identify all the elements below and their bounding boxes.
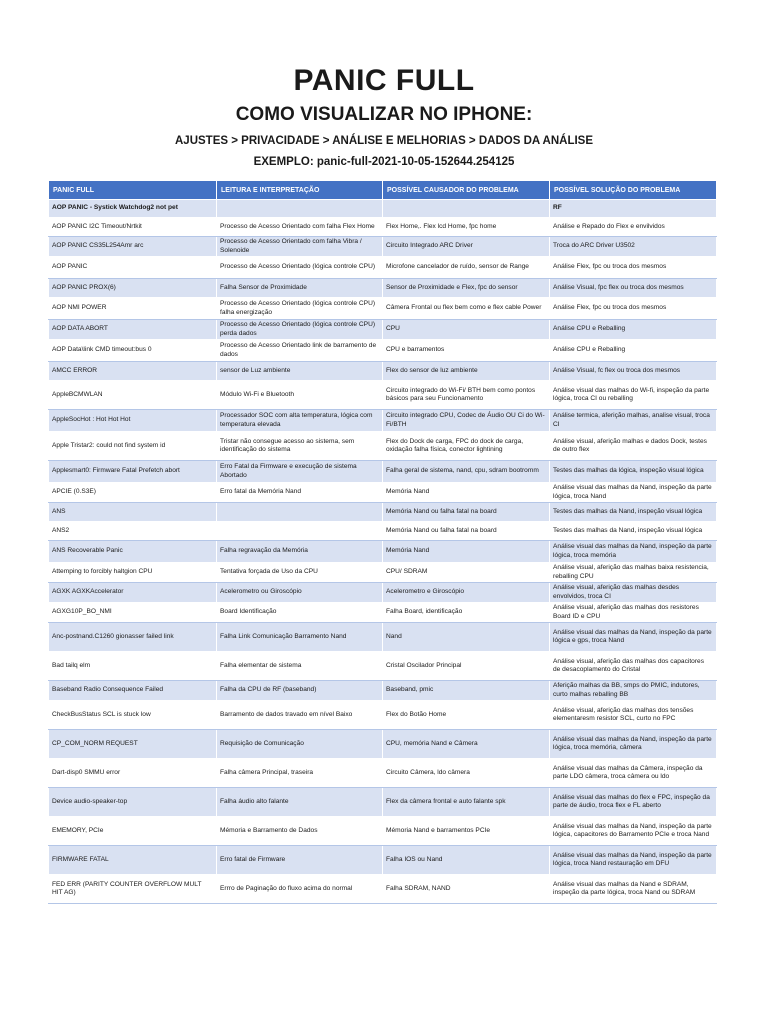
causador-cell: Baseband, pmic [383, 681, 550, 701]
leitura-cell: Board Identificação [217, 603, 383, 623]
solucao-cell: Análise visual das malhas da Nand e SDRAM, inspeção da parte lógica, troca Nand ou SDRAM [550, 875, 717, 904]
solucao-cell: Análise visual das malhas do flex e FPC, inspeção da parte de áudio, troca flex e FL aberto [550, 788, 717, 817]
panic-code-cell: FIRMWARE FATAL [49, 846, 217, 875]
table-row [49, 788, 717, 817]
leitura-cell: Requisição de Comunicação [217, 730, 383, 759]
panic-code-cell: AOP PANIC [49, 257, 217, 279]
panic-code-cell: CP_COM_NORM REQUEST [49, 730, 217, 759]
panic-code-cell: CheckBusStatus SCL is stuck low [49, 701, 217, 730]
causador-cell: Acelerometro e Giroscópio [383, 583, 550, 603]
table-row [49, 483, 717, 503]
solucao-cell: RF [550, 200, 717, 218]
leitura-cell: Processo de Acesso Orientado (lógica controle CPU) falha energização [217, 298, 383, 320]
solucao-cell: Análise Visual, fc flex ou troca dos mesmos [550, 362, 717, 381]
causador-cell [383, 200, 550, 218]
panic-code-cell: AGXK AGXKAccelerator [49, 583, 217, 603]
column-header-leitura: LEITURA E INTERPRETAÇÃO [217, 181, 383, 200]
causador-cell: Nand [383, 623, 550, 652]
solucao-cell: Análise e Repado do Flex e envilvidos [550, 218, 717, 237]
table-row [49, 846, 717, 875]
causador-cell: Mémoria Nand e barramentos PCIe [383, 817, 550, 846]
leitura-cell: sensor de Luz ambiente [217, 362, 383, 381]
table-row [49, 759, 717, 788]
table-row [49, 218, 717, 237]
solucao-cell: Análise visual das malhas da Câmera, inspeção da parte LDO câmera, troca câmera ou ldo [550, 759, 717, 788]
table-row [49, 875, 717, 904]
leitura-cell: Processo de Acesso Orientado com falha Flex Home [217, 218, 383, 237]
leitura-cell: Mémoria e Barramento de Dados [217, 817, 383, 846]
table-row [49, 381, 717, 410]
table-row [49, 652, 717, 681]
panic-code-cell: ANS Recoverable Panic [49, 541, 217, 563]
causador-cell: Microfone cancelador de ruído, sensor de Range [383, 257, 550, 279]
leitura-cell: Acelerometro ou Giroscópio [217, 583, 383, 603]
leitura-cell: Falha regravação da Memória [217, 541, 383, 563]
page-title: PANIC FULL [293, 64, 475, 97]
panic-code-cell: EMEMORY, PCIe [49, 817, 217, 846]
solucao-cell: Análise visual, aferição malhas e dados Dock, testes de outro flex [550, 432, 717, 461]
leitura-cell: Processador SOC com alta temperatura, lógica com temperatura elevada [217, 410, 383, 432]
leitura-cell: Erro fatal de Firmware [217, 846, 383, 875]
table-row [49, 503, 717, 522]
panic-code-cell: AppleSocHot : Hot Hot Hot [49, 410, 217, 432]
solucao-cell: Análise Visual, fpc flex ou troca dos mesmos [550, 279, 717, 298]
settings-path: AJUSTES > PRIVACIDADE > ANÁLISE E MELHORIAS > DADOS DA ANÁLISE [175, 135, 593, 147]
causador-cell: Memória Nand [383, 483, 550, 503]
panic-code-cell: AOP NMI POWER [49, 298, 217, 320]
solucao-cell: Análise visual das malhas da Nand, inspeção da parte lógica, capacitores do Barramento PCIe e troca Nand [550, 817, 717, 846]
solucao-cell: Análise visual, aferição das malhas dos resistores Board ID e CPU [550, 603, 717, 623]
table-row [49, 563, 717, 583]
panic-code-cell: Applesmart0: Firmware Fatal Prefetch abort [49, 461, 217, 483]
solucao-cell: Testes das malhas da Nand, inspeção visual lógica [550, 522, 717, 541]
panic-code-cell: ANS2 [49, 522, 217, 541]
leitura-cell: Erro Fatal da Firmware e execução de sistema Abortado [217, 461, 383, 483]
leitura-cell: Tristar não consegue acesso ao sistema, sem identificação do sistema [217, 432, 383, 461]
panic-code-cell: AOP PANIC I2C Timeout/Nrtkit [49, 218, 217, 237]
page-subtitle: COMO VISUALIZAR NO IPHONE: [235, 104, 533, 125]
leitura-cell: Falha Sensor de Proximidade [217, 279, 383, 298]
solucao-cell: Análise visual, aferição das malhas desdes envolvidos, troca CI [550, 583, 717, 603]
solucao-cell: Análise CPU e Reballing [550, 320, 717, 340]
table-row [49, 730, 717, 759]
panic-code-cell: Dart-disp0 SMMU error [49, 759, 217, 788]
table-row [49, 298, 717, 320]
causador-cell: Flex do sensor de luz ambiente [383, 362, 550, 381]
causador-cell: CPU, memória Nand e Câmera [383, 730, 550, 759]
solucao-cell: Análise visual das malhas da Nand, inspeção da parte lógica e gps, troca Nand [550, 623, 717, 652]
solucao-cell: Análise visual das malhas da Nand, inspeção da parte lógica, troca memória [550, 541, 717, 563]
causador-cell: Memória Nand ou falha fatal na board [383, 522, 550, 541]
panic-code-cell: AOP Data\link CMD timeout:bus 0 [49, 340, 217, 362]
panic-code-cell: FED ERR (PARITY COUNTER OVERFLOW MULT HIT AG) [49, 875, 217, 904]
table-row [49, 701, 717, 730]
causador-cell: Flex da câmera frontal e auto falante spk [383, 788, 550, 817]
table-row [49, 817, 717, 846]
leitura-cell [217, 200, 383, 218]
solucao-cell: Análise termica, aferição malhas, analise visual, troca CI [550, 410, 717, 432]
leitura-cell: Barramento de dados travado em nível Baixo [217, 701, 383, 730]
panic-code-cell: ANS [49, 503, 217, 522]
causador-cell: Flex Home,. Flex lcd Home, fpc home [383, 218, 550, 237]
causador-cell: Circuito Integrado ARC Driver [383, 237, 550, 257]
column-header-panic: PANIC FULL [49, 181, 217, 200]
panic-code-cell: AOP DATA ABORT [49, 320, 217, 340]
leitura-cell: Tentativa forçada de Uso da CPU [217, 563, 383, 583]
solucao-cell: Análise visual, aferição das malhas dos capacitores de desacoplamento do Cristal [550, 652, 717, 681]
column-header-causador: POSSÍVEL CAUSADOR DO PROBLEMA [383, 181, 550, 200]
causador-cell: Cristal Oscilador Principal [383, 652, 550, 681]
causador-cell: Câmera Frontal ou flex bem como e flex cable Power [383, 298, 550, 320]
causador-cell: Falha SDRAM, NAND [383, 875, 550, 904]
leitura-cell [217, 503, 383, 522]
table-row [49, 237, 717, 257]
panic-code-cell: Device audio-speaker-top [49, 788, 217, 817]
causador-cell: CPU e barramentos [383, 340, 550, 362]
panic-code-cell: Attemping to forcibly haltgion CPU [49, 563, 217, 583]
table-row [49, 623, 717, 652]
leitura-cell: Falha áudio alto falante [217, 788, 383, 817]
table-row [49, 362, 717, 381]
table-row [49, 432, 717, 461]
panic-code-cell: Anc-postnand.C1260 gionasser failed link [49, 623, 217, 652]
panic-code-cell: AOP PANIC CS35L254Amr arc [49, 237, 217, 257]
causador-cell: Falha geral de sistema, nand, cpu, sdram bootromm [383, 461, 550, 483]
panic-code-cell: AMCC ERROR [49, 362, 217, 381]
leitura-cell: Falha da CPU de RF (baseband) [217, 681, 383, 701]
panic-code-cell: AppleBCMWLAN [49, 381, 217, 410]
leitura-cell: Falha elementar de sistema [217, 652, 383, 681]
solucao-cell: Aferição malhas da BB, smps do PMIC, indutores, curto malhas reballing BB [550, 681, 717, 701]
table-row [49, 320, 717, 340]
table-row [49, 200, 717, 218]
table-header-row [49, 181, 717, 200]
table-row [49, 257, 717, 279]
table-row [49, 461, 717, 483]
leitura-cell: Falha câmera Principal, traseira [217, 759, 383, 788]
causador-cell: Sensor de Proximidade e Flex, fpc do sensor [383, 279, 550, 298]
panic-code-cell: AGXG10P_BO_NMI [49, 603, 217, 623]
solucao-cell: Análise visual, aferição das malhas dos tensões elementaresm resistor SCL, curto no FPC [550, 701, 717, 730]
table-body [49, 200, 717, 904]
table-row [49, 583, 717, 603]
solucao-cell: Testes das malhas da lógica, inspeção visual lógica [550, 461, 717, 483]
leitura-cell [217, 522, 383, 541]
panic-code-cell: AOP PANIC - Systick Watchdog2 not pet [49, 200, 217, 218]
leitura-cell: Processo de Acesso Orientado (lógica controle CPU) perda dados [217, 320, 383, 340]
leitura-cell: Processo de Acesso Orientado link de barramento de dados [217, 340, 383, 362]
solucao-cell: Análise visual das malhas do Wi-fi, inspeção da parte lógica, troca CI ou reballing [550, 381, 717, 410]
causador-cell: Circuito Câmera, ldo câmera [383, 759, 550, 788]
causador-cell: Circuito integrado do Wi-Fi/ BTH bem como pontos básicos para seu Funcionamento [383, 381, 550, 410]
solucao-cell: Análise visual das malhas da Nand, inspeção da parte lógica, troca Nand [550, 483, 717, 503]
table-row [49, 522, 717, 541]
causador-cell: CPU [383, 320, 550, 340]
causador-cell: Flex do Dock de carga, FPC do dock de carga, oxidação falha física, conector lightining [383, 432, 550, 461]
solucao-cell: Análise Flex, fpc ou troca dos mesmos [550, 257, 717, 279]
panic-code-cell: Bad tailq elm [49, 652, 217, 681]
causador-cell: Falha IOS ou Nand [383, 846, 550, 875]
panic-code-cell: Apple Tristar2: could not find system id [49, 432, 217, 461]
leitura-cell: Falha Link Comunicação Barramento Nand [217, 623, 383, 652]
panic-code-cell: Baseband Radio Consequence Failed [49, 681, 217, 701]
example-filename: EXEMPLO: panic-full-2021-10-05-152644.254125 [253, 156, 515, 168]
leitura-cell: Processo de Acesso Orientado com falha Vibra / Solenoide [217, 237, 383, 257]
leitura-cell: Erro fatal da Memória Nand [217, 483, 383, 503]
table-row [49, 340, 717, 362]
table-row [49, 410, 717, 432]
solucao-cell: Análise CPU e Reballing [550, 340, 717, 362]
leitura-cell: Módulo Wi-Fi e Bluetooth [217, 381, 383, 410]
causador-cell: Circuito integrado CPU, Codec de Áudio OU Ci do Wi-Fi/BTH [383, 410, 550, 432]
table-row [49, 541, 717, 563]
causador-cell: CPU/ SDRAM [383, 563, 550, 583]
panic-table [48, 180, 717, 904]
causador-cell: Memória Nand [383, 541, 550, 563]
panic-code-cell: AOP PANIC PROX(6) [49, 279, 217, 298]
solucao-cell: Testes das malhas da Nand, inspeção visual lógica [550, 503, 717, 522]
causador-cell: Memória Nand ou falha fatal na board [383, 503, 550, 522]
leitura-cell: Processo de Acesso Orientado (lógica controle CPU) [217, 257, 383, 279]
solucao-cell: Análise visual das malhas da Nand, inspeção da parte lógica, troca memória, câmera [550, 730, 717, 759]
solucao-cell: Análise visual, aferição das malhas baixa resistencia, reballing CPU [550, 563, 717, 583]
solucao-cell: Análise visual das malhas da Nand, inspeção da parte lógica, troca Nand restauração em DFU [550, 846, 717, 875]
solucao-cell: Análise Flex, fpc ou troca dos mesmos [550, 298, 717, 320]
causador-cell: Falha Board, identificação [383, 603, 550, 623]
table-row [49, 279, 717, 298]
column-header-solucao: POSSÍVEL SOLUÇÃO DO PROBLEMA [550, 181, 717, 200]
solucao-cell: Troca do ARC Driver U3502 [550, 237, 717, 257]
panic-code-cell: APCIE (0.S3E) [49, 483, 217, 503]
causador-cell: Flex do Botão Home [383, 701, 550, 730]
leitura-cell: Errro de Paginação do fluxo acima do normal [217, 875, 383, 904]
table-row [49, 681, 717, 701]
table-row [49, 603, 717, 623]
